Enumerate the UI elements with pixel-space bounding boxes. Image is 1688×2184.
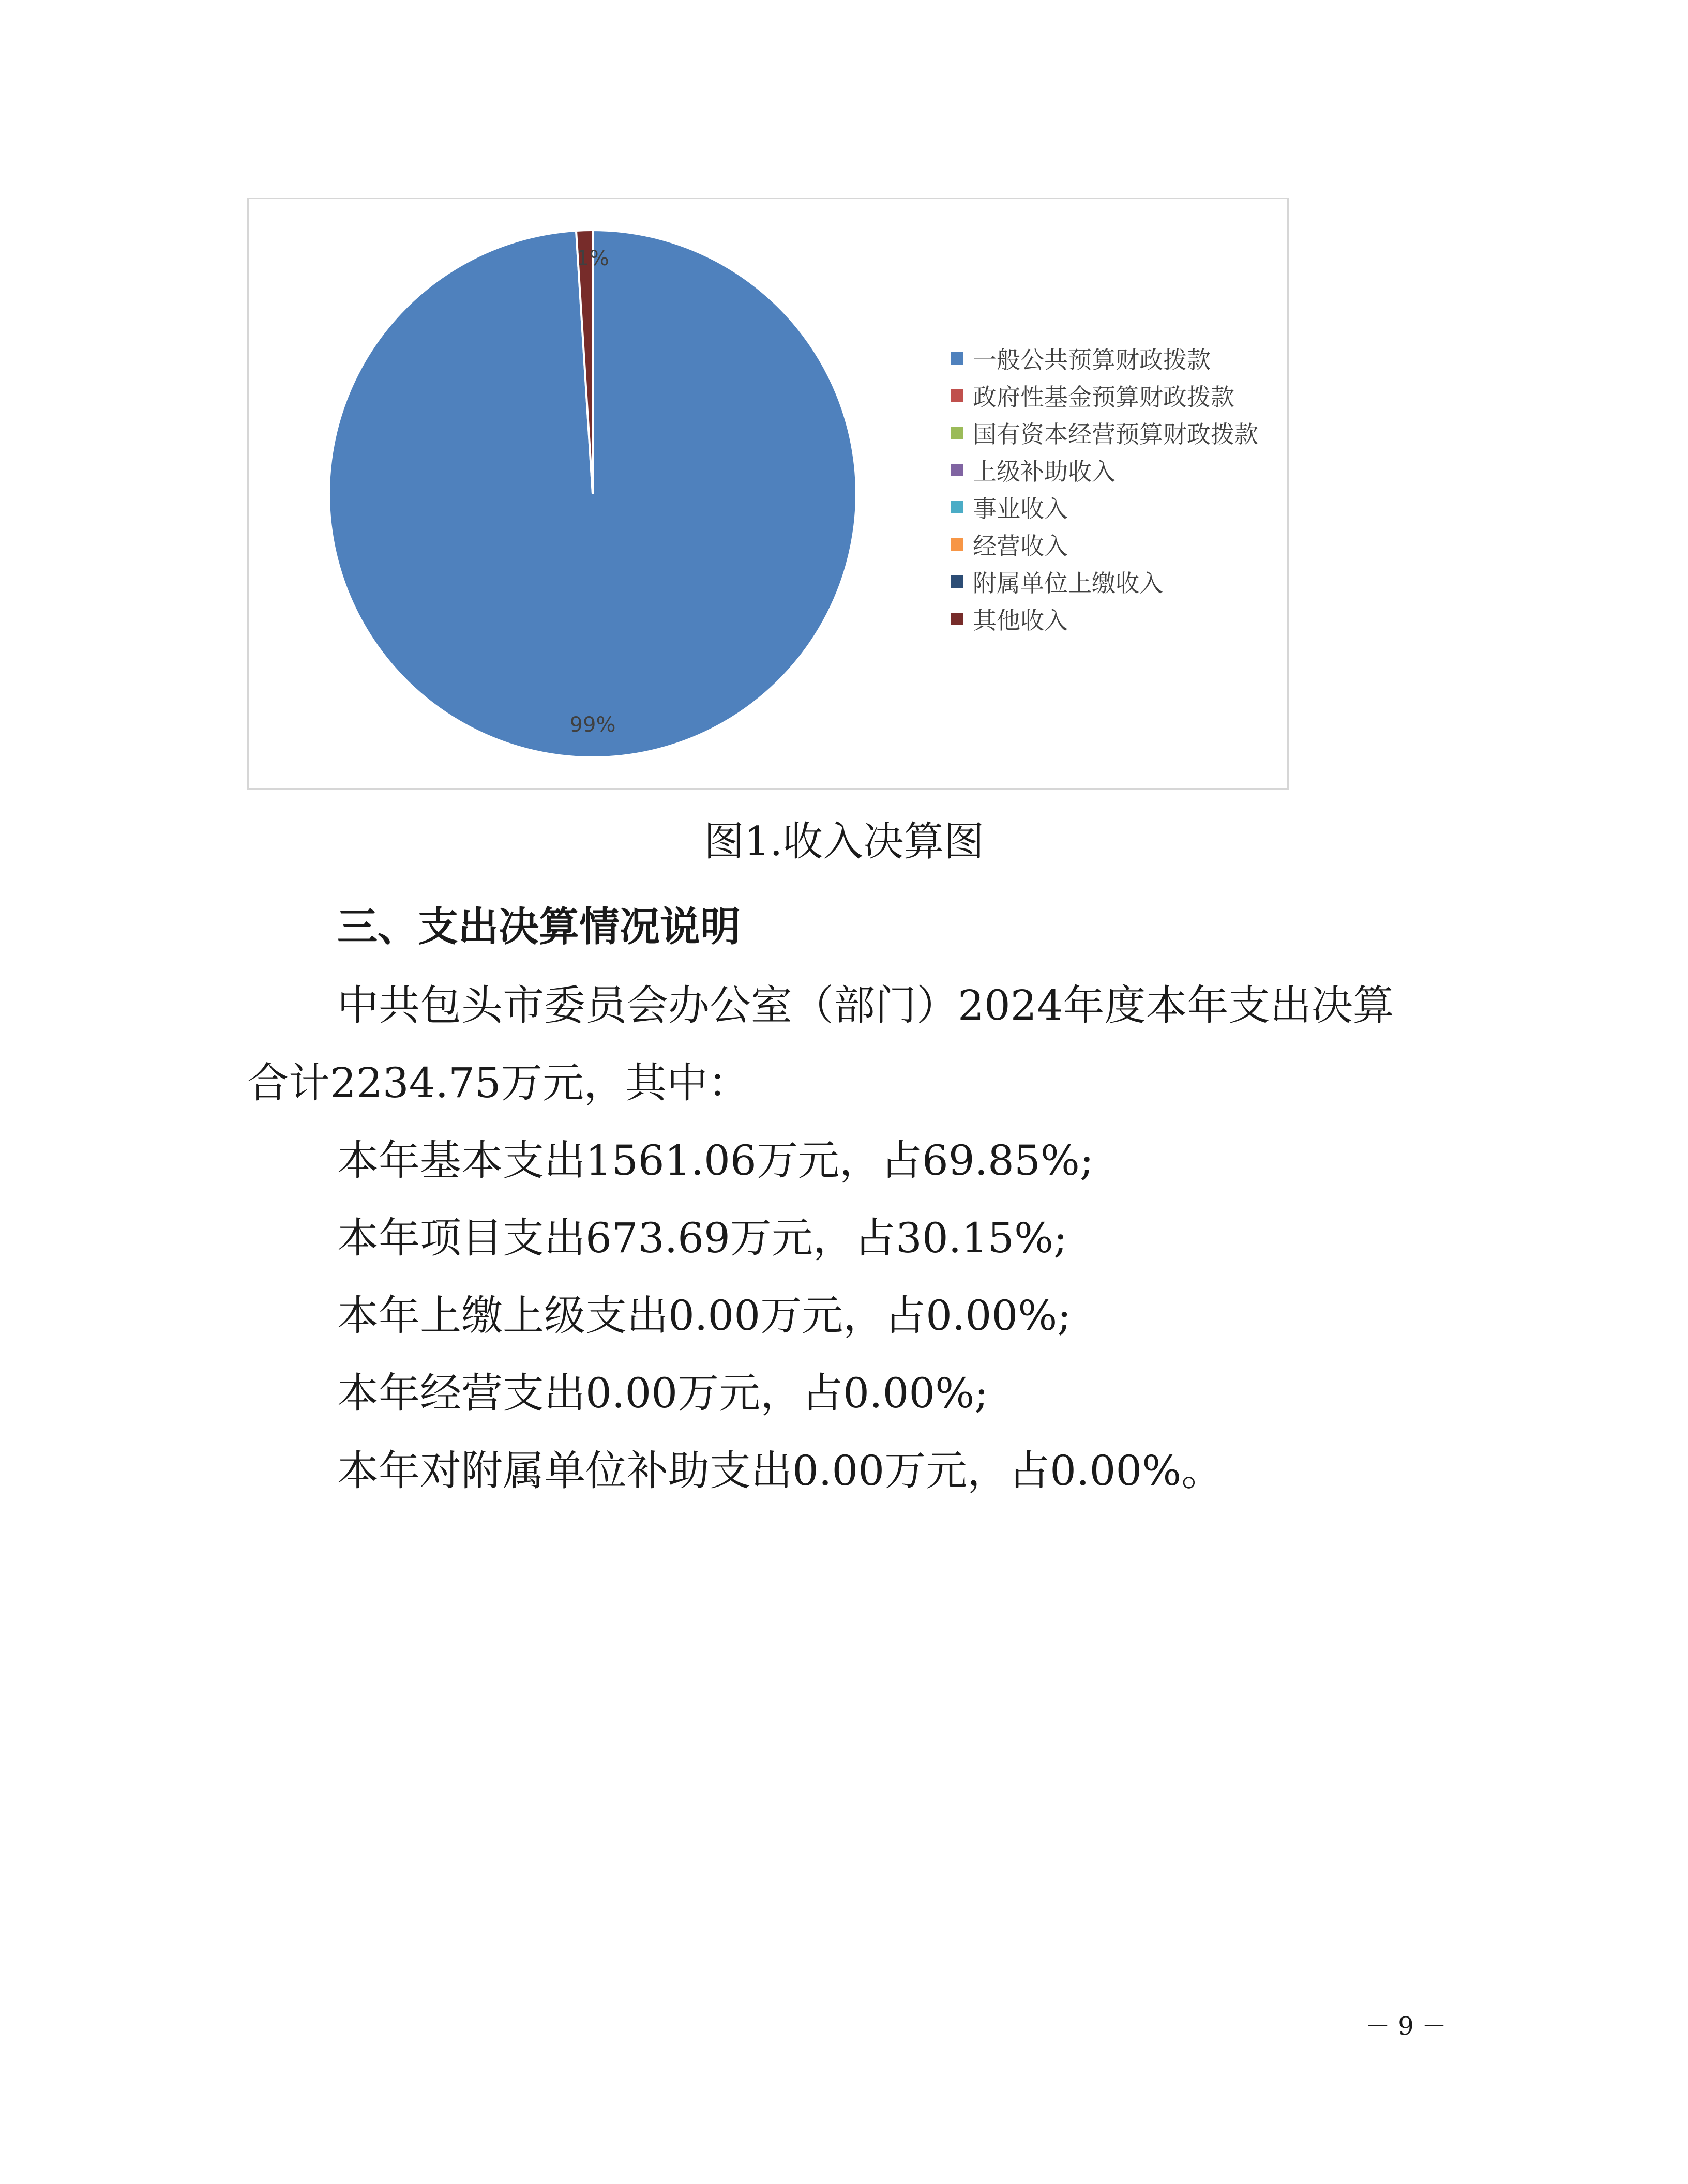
paragraph-line: 中共包头市委员会办公室（部门）2024年度本年支出决算: [337, 981, 1394, 1029]
legend-swatch: [951, 427, 963, 439]
section-heading: 三、支出决算情况说明: [337, 904, 741, 950]
legend-item: [951, 340, 1258, 377]
paragraph-line: 本年上缴上级支出0.00万元，占0.00%;: [337, 1292, 1072, 1340]
data-label: 1%: [576, 247, 609, 270]
data-label: 99%: [569, 713, 616, 737]
legend-item: [951, 377, 1258, 414]
paragraph-line: 合计2234.75万元，其中：: [247, 1059, 749, 1107]
legend-label: 政府性基金预算财政拨款: [973, 383, 1234, 411]
legend-item: [951, 451, 1258, 489]
legend-swatch: [951, 352, 963, 365]
legend-label: 一般公共预算财政拨款: [973, 346, 1211, 374]
legend-item: [951, 414, 1258, 451]
legend-swatch: [951, 538, 963, 551]
paragraph-line: 本年项目支出673.69万元，占30.15%;: [337, 1214, 1067, 1262]
legend-swatch: [951, 575, 963, 588]
chart-legend: [951, 340, 1258, 638]
legend-swatch: [951, 389, 963, 402]
legend-label: 事业收入: [973, 495, 1068, 523]
legend-swatch: [951, 464, 963, 476]
legend-label: 国有资本经营预算财政拨款: [973, 420, 1258, 448]
legend-label: 经营收入: [973, 532, 1068, 560]
legend-label: 附属单位上缴收入: [973, 569, 1163, 597]
paragraph-line: 本年对附属单位补助支出0.00万元，占0.00%。: [337, 1447, 1223, 1495]
page-number: － 9 －: [1365, 2012, 1447, 2041]
legend-swatch: [951, 501, 963, 513]
legend-item: [951, 489, 1258, 526]
paragraph-line: 本年经营支出0.00万元，占0.00%;: [337, 1369, 989, 1417]
legend-item: [951, 563, 1258, 600]
legend-swatch: [951, 613, 963, 625]
income-pie-chart: [247, 198, 1289, 790]
legend-label: 其他收入: [973, 606, 1068, 634]
legend-item: [951, 526, 1258, 563]
paragraph-line: 本年基本支出1561.06万元，占69.85%;: [337, 1136, 1094, 1185]
legend-label: 上级补助收入: [973, 458, 1116, 486]
figure-caption: 图1.收入决算图: [703, 818, 985, 865]
legend-item: [951, 600, 1258, 638]
